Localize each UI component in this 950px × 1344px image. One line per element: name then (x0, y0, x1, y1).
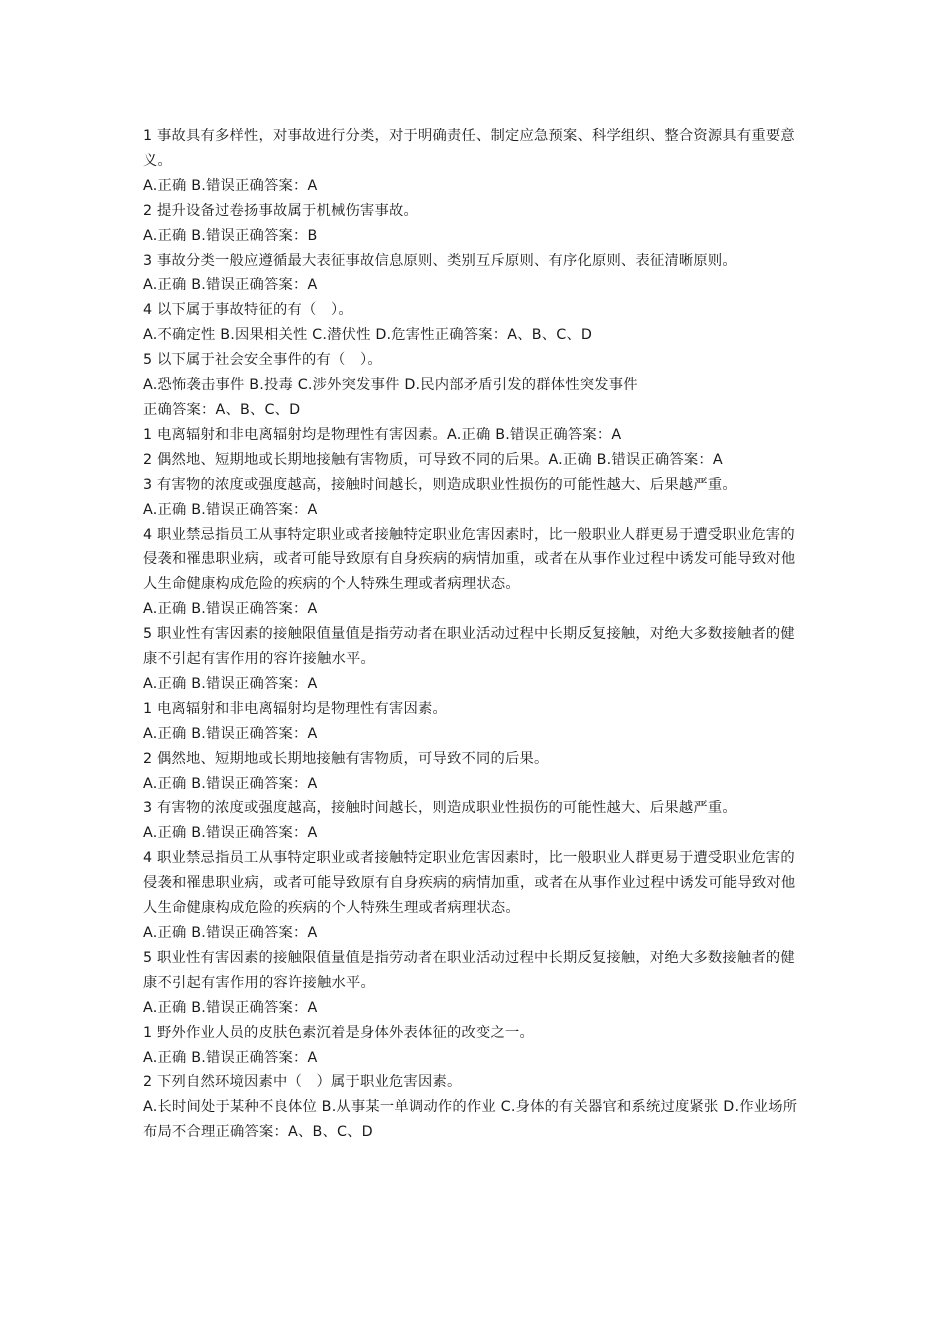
question-text: 5 职业性有害因素的接触限值量值是指劳动者在职业活动过程中长期反复接触，对绝大多数接触者的健康不引起有害作用的容许接触水平。 (143, 949, 795, 991)
answer-line: A.正确 B.错误正确答案：A (143, 775, 318, 792)
question-text: 5 职业性有害因素的接触限值量值是指劳动者在职业活动过程中长期反复接触，对绝大多数接触者的健康不引起有害作用的容许接触水平。 (143, 626, 795, 668)
question-text: 1 电离辐射和非电离辐射均是物理性有害因素。A.正确 B.错误正确答案：A (143, 426, 622, 443)
question-text: 1 野外作业人员的皮肤色素沉着是身体外表体征的改变之一。 (143, 1024, 534, 1041)
answer-line: A.正确 B.错误正确答案：A (143, 725, 318, 742)
question-text: 2 提升设备过卷扬事故属于机械伤害事故。 (143, 202, 418, 219)
document-page (143, 124, 807, 1145)
question-text: 3 事故分类一般应遵循最大表征事故信息原则、类别互斥原则、有序化原则、表征清晰原则。 (143, 252, 737, 269)
options-line: A.恐怖袭击事件 B.投毒 C.涉外突发事件 D.民内部矛盾引发的群体性突发事件 (143, 377, 638, 394)
answer-line: A.正确 B.错误正确答案：A (143, 601, 318, 618)
question-text: 2 偶然地、短期地或长期地接触有害物质，可导致不同的后果。 (143, 750, 549, 767)
question-text: 1 电离辐射和非电离辐射均是物理性有害因素。 (143, 700, 447, 717)
question-text: 2 偶然地、短期地或长期地接触有害物质，可导致不同的后果。A.正确 B.错误正确答案：A (143, 451, 723, 468)
answer-line: A.正确 B.错误正确答案：A (143, 277, 318, 294)
question-text: 1 事故具有多样性，对事故进行分类，对于明确责任、制定应急预案、科学组织、整合资源具有重要意义。 (143, 128, 795, 169)
question-text: 3 有害物的浓度或强度越高，接触时间越长，则造成职业性损伤的可能性越大、后果越严重。 (143, 800, 737, 817)
answer-line: A.正确 B.错误正确答案：A (143, 1049, 318, 1066)
answer-line: A.不确定性 B.因果相关性 C.潜伏性 D.危害性正确答案：A、B、C、D (143, 327, 593, 344)
question-text: 3 有害物的浓度或强度越高，接触时间越长，则造成职业性损伤的可能性越大、后果越严重。 (143, 476, 737, 493)
answer-line: A.正确 B.错误正确答案：A (143, 675, 318, 692)
question-text: 5 以下属于社会安全事件的有（ ）。 (143, 352, 382, 369)
answer-line: A.正确 B.错误正确答案：A (143, 999, 318, 1016)
answer-line: A.正确 B.错误正确答案：A (143, 925, 318, 941)
answer-line: A.正确 B.错误正确答案：B (143, 227, 318, 244)
answer-line: 正确答案：A、B、C、D (143, 401, 301, 418)
options-answer-line: A.长时间处于某种不良体位 B.从事某一单调动作的作业 C.身体的有关器官和系统过度紧张 D.作业场所布局不合理正确答案：A、B、C、D (143, 1099, 798, 1141)
question-text: 4 以下属于事故特征的有（ ）。 (143, 302, 353, 319)
question-text: 4 职业禁忌指员工从事特定职业或者接触特定职业危害因素时，比一般职业人群更易于遭受职业危害的侵袭和罹患职业病，或者可能导致原有自身疾病的病情加重，或者在从事作业过程中诱发可能导致对他人生命健康构成危险的疾病的个人特殊生理或者病理状态。 (143, 526, 796, 593)
answer-line: A.正确 B.错误正确答案：A (143, 501, 318, 518)
question-text: 4 职业禁忌指员工从事特定职业或者接触特定职业危害因素时，比一般职业人群更易于遭受职业危害的侵袭和罹患职业病，或者可能导致原有自身疾病的病情加重，或者在从事作业过程中诱发可能导致对他人生命健康构成危险的疾病的个人特殊生理或者病理状态。 (143, 850, 796, 917)
answer-line: A.正确 B.错误正确答案：A (143, 177, 318, 194)
answer-line: A.正确 B.错误正确答案：A (143, 825, 318, 842)
question-text: 2 下列自然环境因素中（ ）属于职业危害因素。 (143, 1074, 462, 1091)
